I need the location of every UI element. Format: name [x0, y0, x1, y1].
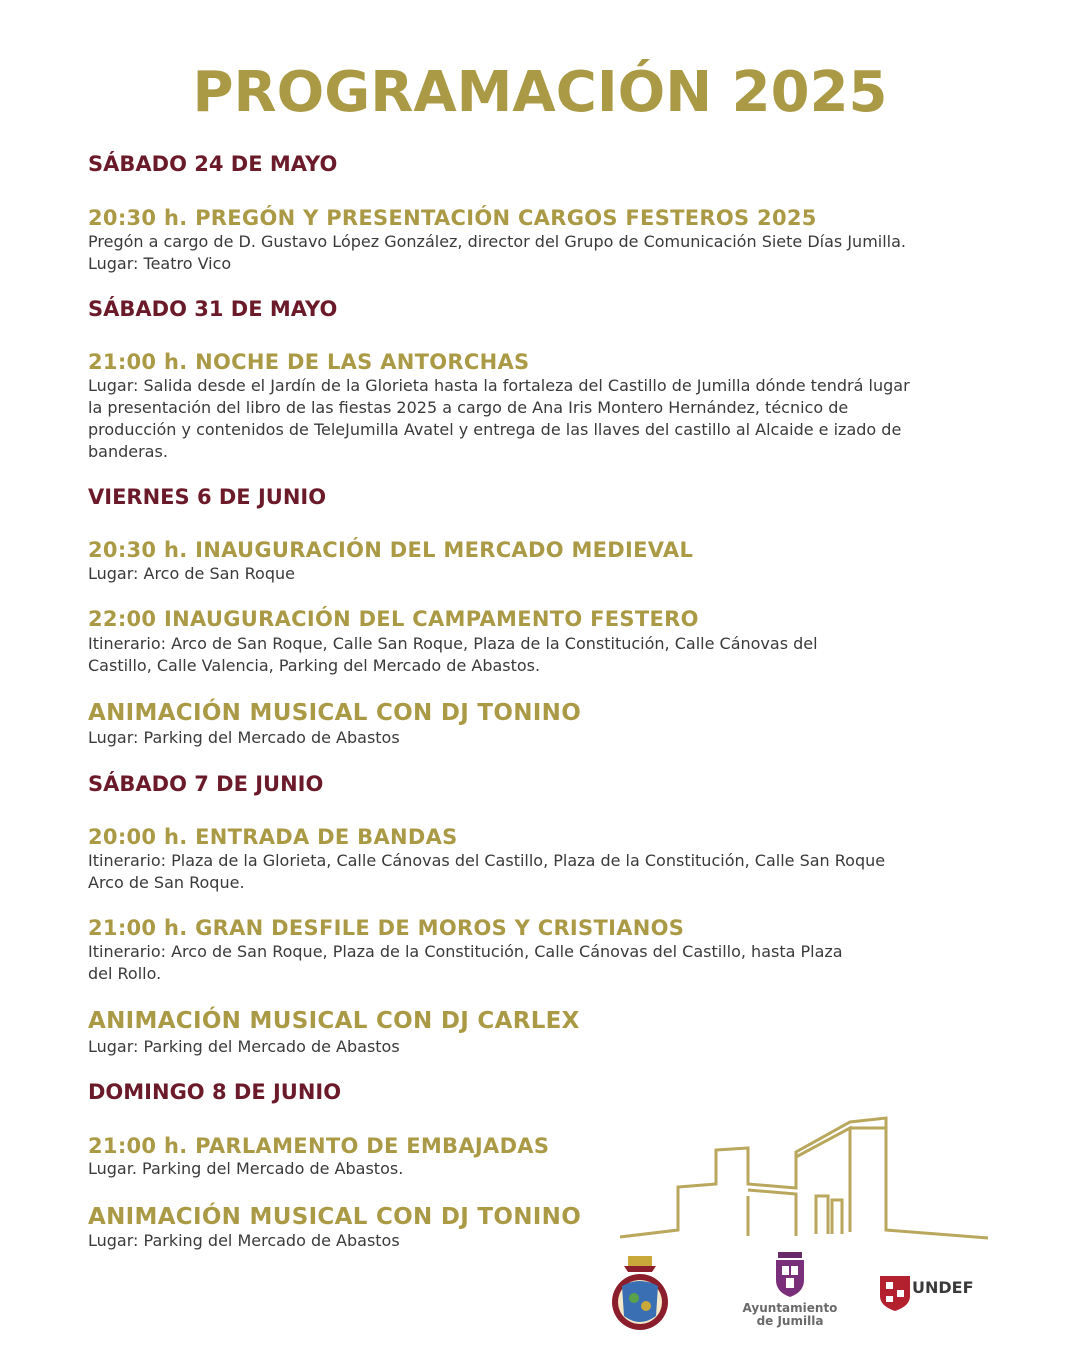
event-title: 22:00 INAUGURACIÓN DEL CAMPAMENTO FESTERO [88, 607, 699, 631]
page-title: PROGRAMACIÓN 2025 [192, 60, 888, 125]
undef-logo [878, 1274, 974, 1316]
event-title: 21:00 h. NOCHE DE LAS ANTORCHAS [88, 350, 530, 374]
sponsor-logos [600, 1250, 1000, 1340]
event-title: ANIMACIÓN MUSICAL CON DJ TONINO [88, 700, 582, 726]
event-description: Pregón a cargo de D. Gustavo López González, director del Grupo de Comunicación Siete Días Jumilla. Lugar: Teatro Vico [88, 232, 907, 273]
day-heading: DOMINGO 8 DE JUNIO [88, 1080, 342, 1104]
day-heading: SÁBADO 24 DE MAYO [88, 152, 338, 176]
event-title: 20:00 h. ENTRADA DE BANDAS [88, 825, 458, 849]
event-description: Itinerario: Arco de San Roque, Calle San Roque, Plaza de la Constitución, Calle Cánovas del Castillo, Calle Valencia, Parking del Mercado de Abastos. [88, 634, 818, 675]
undef-shield-icon [878, 1274, 912, 1312]
ayuntamiento-label: de Jumilla [756, 1314, 824, 1328]
event-description: Lugar: Arco de San Roque [88, 564, 295, 583]
undef-label: UNDEF [912, 1278, 974, 1297]
event-title: ANIMACIÓN MUSICAL CON DJ CARLEX [88, 1008, 580, 1034]
day-heading: SÁBADO 31 DE MAYO [88, 297, 338, 321]
event-description: Lugar: Parking del Mercado de Abastos [88, 1037, 400, 1056]
ayuntamiento-logo [735, 1252, 845, 1328]
event-description: Itinerario: Plaza de la Glorieta, Calle Cánovas del Castillo, Plaza de la Constitución, Calle San Roque Arco de San Roque. [88, 851, 886, 892]
ayuntamiento-shield-icon [772, 1252, 808, 1298]
event-description: Lugar: Parking del Mercado de Abastos [88, 728, 400, 747]
event-title: 20:30 h. INAUGURACIÓN DEL MERCADO MEDIEVAL [88, 538, 694, 562]
castle-outline-illustration [618, 1112, 998, 1247]
day-heading: VIERNES 6 DE JUNIO [88, 485, 327, 509]
event-title: 20:30 h. PREGÓN Y PRESENTACIÓN CARGOS FESTEROS 2025 [88, 206, 817, 230]
event-description: Lugar. Parking del Mercado de Abastos. [88, 1159, 404, 1178]
event-title: 21:00 h. PARLAMENTO DE EMBAJADAS [88, 1134, 550, 1158]
event-title: ANIMACIÓN MUSICAL CON DJ TONINO [88, 1204, 582, 1230]
event-description: Lugar: Parking del Mercado de Abastos [88, 1231, 400, 1250]
event-description: Lugar: Salida desde el Jardín de la Glorieta hasta la fortaleza del Castillo de Jumilla dónde tendrá lugar la presentación del libro de las fiestas 2025 a cargo de Ana Iris Montero Hernández, técnico de producción y contenidos de TeleJumilla Avatel y entrega de las llaves del castillo al Alcaide e izado de banderas. [88, 376, 910, 461]
day-heading: SÁBADO 7 DE JUNIO [88, 772, 324, 796]
event-title: 21:00 h. GRAN DESFILE DE MOROS Y CRISTIANOS [88, 916, 685, 940]
coat-of-arms-logo [610, 1256, 670, 1334]
event-description: Itinerario: Arco de San Roque, Plaza de la Constitución, Calle Cánovas del Castillo, hasta Plaza del Rollo. [88, 942, 843, 983]
ayuntamiento-label: Ayuntamiento [742, 1301, 838, 1315]
